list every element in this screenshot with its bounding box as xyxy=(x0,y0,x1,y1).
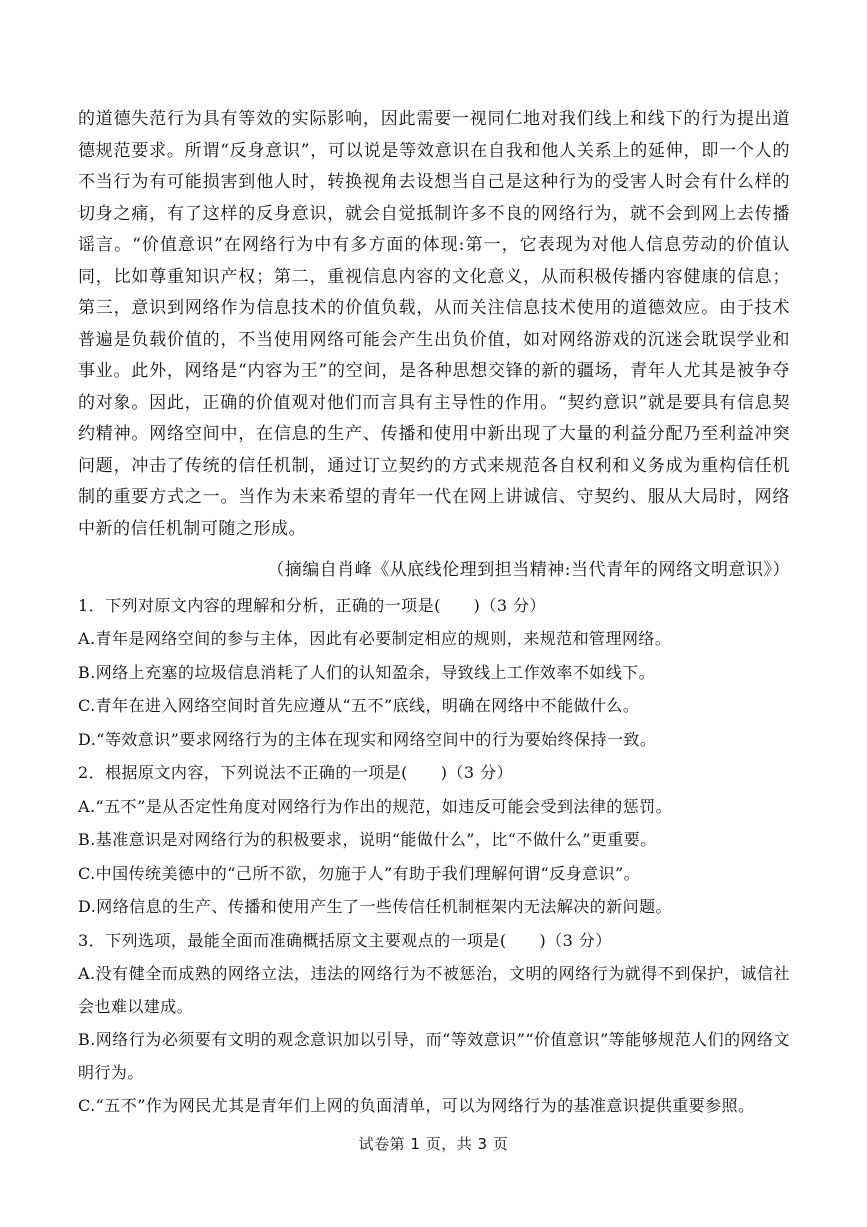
question-option-a: A.没有健全而成熟的网络立法，违法的网络行为不被惩治，文明的网络行为就得不到保护，诚信社会也难以建成。 xyxy=(78,964,790,1016)
passage-paragraph: 的道德失范行为具有等效的实际影响，因此需要一视同仁地对我们线上和线下的行为提出道德规范要求。所谓“反身意识”，可以说是等效意识在自我和他人关系上的延伸，即一个人的不当行为有可能损害到他人时，转换视角去设想当自己是这种行为的受害人时会有什么样的切身之痛，有了这样的反身意识，就会自觉抵制许多不良的网络行为，就不会到网上去传播谣言。“价值意识”在网络行为中有多方面的体现:第一，它表现为对他人信息劳动的价值认同，比如尊重知识产权；第二，重视信息内容的文化意义，从而积极传播内容健康的信息；第三，意识到网络作为信息技术的价值负载，从而关注信息技术使用的道德效应。由于技术普遍是负载价值的，不当使用网络可能会产生出负价值，如对网络游戏的沉迷会耽误学业和事业。此外，网络是“内容为王”的空间，是各种思想交锋的新的疆场，青年人尤其是被争夺的对象。因此，正确的价值观对他们而言具有主导性的作用。“契约意识”就是要具有信息契约精神。网络空间中，在信息的生产、传播和使用中新出现了大量的利益分配乃至利益冲突问题，冲击了传统的信任机制，通过订立契约的方式来规范各自权利和义务成为重构信任机制的重要方式之一。当作为未来希望的青年一代在网上讲诚信、守契约、服从大局时，网络中新的信任机制可随之形成。 xyxy=(78,109,790,539)
question-2 xyxy=(78,756,790,924)
question-option-a: A.青年是网络空间的参与主体，因此有必要制定相应的规则，来规范和管理网络。 xyxy=(78,629,672,648)
question-option-d: D.网络信息的生产、传播和使用产生了一些传信任机制框架内无法解决的新问题。 xyxy=(78,897,672,916)
question-option-c: C.“五不”作为网民尤其是青年们上网的负面清单，可以为网络行为的基准意识提供重要参照。 xyxy=(78,1096,755,1115)
question-option-c: C.青年在进入网络空间时首先应遵从“五不”底线，明确在网络中不能做什么。 xyxy=(78,696,640,715)
page-footer: 试卷第 1 页，共 3 页 xyxy=(358,1135,509,1153)
exam-page xyxy=(78,104,790,1123)
question-stem: 2．根据原文内容，下列说法不正确的一项是( )（3 分） xyxy=(78,763,513,782)
question-option-b: B.网络上充塞的垃圾信息消耗了人们的认知盈余，导致线上工作效率不如线下。 xyxy=(78,662,656,682)
question-1 xyxy=(78,589,790,757)
question-3 xyxy=(78,924,790,1123)
question-option-b: B.网络行为必须要有文明的观念意识加以引导，而“等效意识”“价值意识”等能够规范人们的网络文明行为。 xyxy=(78,1030,790,1082)
question-option-c: C.中国传统美德中的“己所不欲，勿施于人”有助于我们理解何谓“反身意识”。 xyxy=(78,863,641,883)
question-option-a: A.“五不”是从否定性角度对网络行为作出的规范，如违反可能会受到法律的惩罚。 xyxy=(78,796,673,816)
question-option-d: D.“等效意识”要求网络行为的主体在现实和网络空间中的行为要始终保持一致。 xyxy=(78,729,657,749)
question-option-b: B.基准意识是对网络行为的积极要求，说明“能做什么”，比“不做什么”更重要。 xyxy=(78,830,657,849)
passage-source: （摘编自肖峰《从底线伦理到担当精神:当代青年的网络文明意识》） xyxy=(267,560,790,580)
question-stem: 3．下列选项，最能全面而准确概括原文主要观点的一项是( )（3 分） xyxy=(78,930,612,950)
question-stem: 1．下列对原文内容的理解和分析，正确的一项是( )（3 分） xyxy=(78,595,546,615)
question-list xyxy=(78,589,790,1123)
